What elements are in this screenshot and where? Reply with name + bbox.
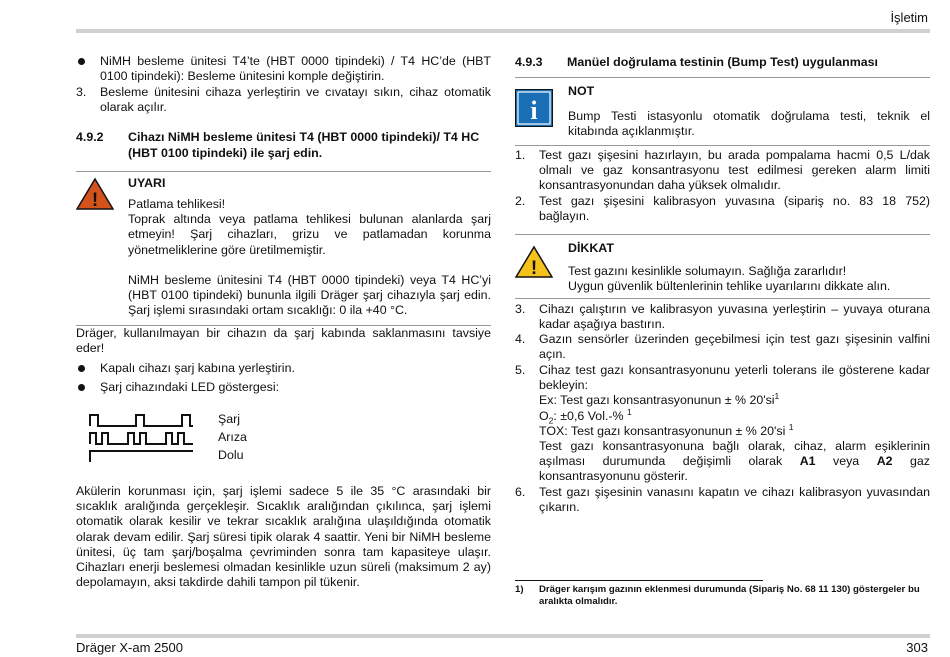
list-item-bullet bbox=[76, 54, 491, 84]
step-text: Test gazı şişesini hazırlayın, bu arada pompalama hacmi 0,5 L/dak olmalı ve gaz konsantrasyonu test edilmesi gereken alarm limiti konsantrasyonundan daha yüksek olmalıdır. bbox=[539, 148, 930, 193]
list-item-step bbox=[515, 148, 930, 194]
footer-product: Dräger X-am 2500 bbox=[76, 640, 183, 655]
info-icon bbox=[515, 89, 553, 132]
list-item-step bbox=[515, 332, 930, 362]
battery-paragraph: Akülerin korunması için, şarj işlemi sadece 5 ile 35 °C arasındaki bir sıcaklık aralığında gerçekleşir. Sıcaklık aralığından çıkılınca, şarj işlemi otomatik olarak kesilir ve tekrar sıcaklık aralığına ulaşıldığında otomatik olarak devam edilir. Şarj süresi tipik olarak 4 saattir. Yeni bir NiMH besleme ünitesi, üç tam şarj/boşalma çevriminden sonra tam kapasiteye ulaşır. Cihazları enerji beslemesi olmadan kesinlikle uzun süreli (maksimum 2 ay) depolamayın, aksi takdirde dahili tampon pil tükenir. bbox=[76, 484, 491, 590]
warning-line: Toprak altında veya patlama tehlikesi bulunan alanlarda şarj etmeyin! Şarj cihazları, grizu ve patlamadan korunma yönetmeliklerine göre üretilmemiştir. bbox=[128, 212, 491, 257]
bullet-icon bbox=[78, 384, 85, 391]
footnote-ref: 1 bbox=[774, 391, 780, 402]
section-heading-4-9-3 bbox=[515, 54, 930, 70]
notice-rule bbox=[76, 171, 491, 172]
footnote-number: 1) bbox=[515, 584, 524, 595]
step5-tail bbox=[539, 439, 930, 485]
footer-rule bbox=[76, 634, 930, 638]
svg-text:!: ! bbox=[530, 258, 538, 279]
step-number: 4. bbox=[515, 332, 526, 346]
step5-tail-text: gaz konsantrasyonunu gösterir. bbox=[539, 454, 930, 484]
step-text: Cihazı çalıştırın ve kalibrasyon yuvasına yerleştirin – yuvaya oturana kadar aşağıya bastırın. bbox=[539, 302, 930, 332]
step-text: Test gazı şişesini kalibrasyon yuvasına (sipariş no. 83 18 752) bağlayın. bbox=[539, 194, 930, 224]
step-number: 5. bbox=[515, 363, 526, 377]
step5-text: Cihaz test gazı konsantrasyonunu yeterli tolerans ile gösterene kadar bekleyin: bbox=[539, 363, 930, 393]
list-item-text: Kapalı cihazı şarj kabına yerleştirin. bbox=[100, 361, 295, 375]
section-heading-4-9-2 bbox=[76, 129, 491, 161]
step5-o2-text: : ±0,6 Vol.-% bbox=[553, 408, 624, 423]
list-item-step bbox=[515, 363, 930, 485]
notice-rule bbox=[515, 298, 930, 299]
step-number: 3. bbox=[76, 85, 87, 99]
list-item-step bbox=[515, 302, 930, 332]
list-item-bullet bbox=[76, 361, 491, 376]
footnote-ref: 1 bbox=[627, 406, 632, 417]
notice-rule bbox=[515, 234, 930, 235]
bullet-icon bbox=[78, 365, 85, 372]
list-item-step bbox=[76, 85, 491, 115]
svg-text:i: i bbox=[530, 96, 538, 125]
header-rule bbox=[76, 29, 930, 33]
footnote bbox=[515, 584, 930, 608]
step-text: Test gazı şişesinin vanasını kapatın ve cihazı kalibrasyon yuvasından çıkarın. bbox=[539, 485, 930, 515]
alarm-a2: A2 bbox=[876, 454, 893, 469]
o2-symbol: O bbox=[539, 408, 549, 423]
step-text: Besleme ünitesini cihaza yerleştirin ve cıvatayı sıkın, cihaz otomatik olarak açılır. bbox=[100, 85, 491, 115]
footnote-ref: 1 bbox=[788, 421, 794, 432]
footnote-text: Dräger karışım gazının eklenmesi durumunda (Sipariş No. 68 11 130) göstergeler bu aralıkta olmalıdır. bbox=[539, 584, 920, 607]
step5-tox-text: TOX: Test gazı konsantrasyonunun ± % 20'si bbox=[539, 423, 786, 438]
step-number: 3. bbox=[515, 302, 526, 316]
warning-line: NiMH besleme ünitesini T4 (HBT 0000 tipindeki) veya T4 HC’yi (HBT 0100 tipindeki) bununla ilgili Dräger şarj cihazıyla şarj edin. Şarj işlemi sırasındaki ortam sıcaklığı: 0 ila +40 °C. bbox=[128, 272, 491, 318]
caution-line: Test gazını kesinlikle solumayın. Sağlığa zararlıdır! bbox=[568, 264, 847, 278]
alarm-a1: A1 bbox=[799, 454, 816, 469]
warning-triangle-icon bbox=[76, 177, 114, 216]
led-full-pattern-icon bbox=[88, 448, 194, 469]
step-number: 6. bbox=[515, 485, 526, 499]
caution-line: Uygun güvenlik bültenlerinin tehlike uyarılarını dikkate alın. bbox=[568, 279, 891, 294]
footnote-rule bbox=[515, 580, 763, 581]
step5-tail-text: Test gazı konsantrasyonuna bağlı olarak, cihaz, alarm eşiklerinin aşılması durumunda değişimli olarak bbox=[539, 439, 930, 469]
step-text bbox=[539, 363, 930, 485]
section-number: 4.9.2 bbox=[76, 130, 104, 144]
section-title: Manüel doğrulama testinin (Bump Test) uygulanması bbox=[567, 55, 878, 69]
list-item-text: Şarj cihazındaki LED göstergesi: bbox=[100, 380, 280, 394]
step5-ex-line bbox=[539, 393, 930, 408]
warning-label: UYARI bbox=[128, 176, 166, 190]
caution-text bbox=[568, 264, 930, 294]
list-item-bullet bbox=[76, 380, 491, 395]
storage-paragraph: Dräger, kullanılmayan bir cihazın da şarj kabında saklanmasını tavsiye eder! bbox=[76, 326, 491, 356]
step-number: 1. bbox=[515, 148, 526, 162]
note-label: NOT bbox=[568, 84, 595, 98]
svg-text:!: ! bbox=[91, 190, 99, 211]
list-item-step bbox=[515, 194, 930, 224]
led-fault-label: Arıza bbox=[218, 430, 247, 444]
warning-line: Patlama tehlikesi! bbox=[128, 197, 226, 211]
step-number: 2. bbox=[515, 194, 526, 208]
section-number: 4.9.3 bbox=[515, 55, 543, 69]
step5-tox-line bbox=[539, 421, 930, 439]
bullet-icon bbox=[78, 58, 85, 65]
list-item-text: NiMH besleme ünitesi T4’te (HBT 0000 tipindeki) / T4 HC’de (HBT 0100 tipindeki): Besleme ünitesini komple değiştirin. bbox=[100, 54, 491, 84]
step5-o2-line bbox=[539, 406, 930, 426]
warning-text bbox=[128, 197, 491, 318]
step5-conj: veya bbox=[833, 454, 860, 469]
note-text: Bump Testi istasyonlu otomatik doğrulama testi, teknik el kitabında açıklanmıştır. bbox=[568, 109, 930, 139]
notice-rule bbox=[515, 145, 930, 146]
step-text: Gazın sensörler üzerinden geçebilmesi için test gazı şişesinin valfini açın. bbox=[539, 332, 930, 362]
running-header: İşletim bbox=[890, 10, 928, 25]
list-item-step bbox=[515, 485, 930, 515]
caution-triangle-icon bbox=[515, 245, 553, 284]
step5-ex-text: Ex: Test gazı konsantrasyonunun ± % 20'si bbox=[539, 393, 775, 408]
o2-subscript: 2 bbox=[548, 415, 554, 426]
led-charging-label: Şarj bbox=[218, 412, 241, 426]
section-title: Cihazı NiMH besleme ünitesi T4 (HBT 0000 tipindeki)/ T4 HC (HBT 0100 tipindeki) ile şarj edin. bbox=[128, 130, 480, 160]
caution-label: DİKKAT bbox=[568, 241, 614, 255]
led-full-label: Dolu bbox=[218, 448, 244, 462]
notice-rule bbox=[515, 77, 930, 78]
page-number: 303 bbox=[906, 640, 928, 655]
